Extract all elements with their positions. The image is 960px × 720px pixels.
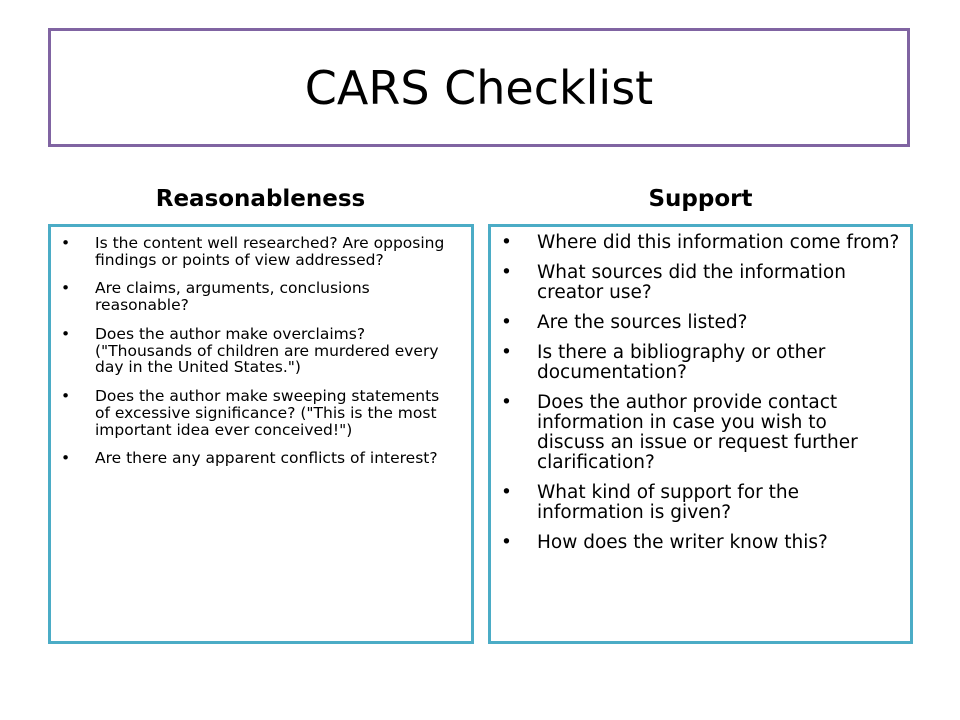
bullet-icon: • [501, 261, 512, 283]
list-item-text: Is there a bibliography or other documentation? [537, 341, 826, 383]
list-item [501, 533, 900, 553]
bullet-icon: • [61, 234, 71, 252]
bullet-icon: • [501, 481, 512, 503]
reasonableness-list [51, 227, 471, 467]
bullet-icon: • [501, 232, 512, 253]
bullet-icon: • [61, 324, 71, 343]
list-item [61, 280, 457, 313]
list-item-text: Are there any apparent conflicts of interest? [95, 449, 438, 468]
list-item [61, 388, 457, 438]
list-item [501, 483, 900, 523]
list-item [501, 263, 900, 303]
support-list [491, 227, 910, 553]
bullet-icon: • [501, 531, 512, 553]
slide-title: CARS Checklist [304, 60, 654, 115]
reasonableness-list-box [48, 224, 474, 644]
title-box [48, 28, 910, 147]
list-item [501, 233, 900, 253]
support-list-box [488, 224, 913, 644]
list-item-text: Are claims, arguments, conclusions reasonable? [95, 279, 370, 315]
list-item [61, 326, 457, 376]
list-item [501, 313, 900, 333]
bullet-icon: • [61, 279, 71, 298]
list-item [61, 450, 457, 467]
reasonableness-heading: Reasonableness [155, 186, 366, 212]
bullet-icon: • [501, 311, 512, 333]
list-item-text: How does the writer know this? [537, 531, 828, 553]
list-item-text: Does the author make sweeping statements of excessive significance? ("This is the most important idea ever conceived!") [95, 387, 440, 439]
list-item-text: Does the author make overclaims? ("Thousands of children are murdered every day in the United States.") [95, 324, 439, 377]
list-item [61, 235, 457, 268]
bullet-icon: • [501, 391, 512, 413]
bullet-icon: • [501, 341, 512, 363]
list-item-text: Is the content well researched? Are opposing findings or points of view addressed? [95, 234, 445, 269]
list-item [501, 393, 900, 473]
list-item-text: Are the sources listed? [537, 311, 748, 333]
bullet-icon: • [61, 387, 71, 406]
list-item-text: What kind of support for the information is given? [537, 481, 799, 523]
list-item-text: What sources did the information creator use? [537, 261, 846, 303]
list-item-text: Where did this information come from? [537, 232, 900, 253]
list-item-text: Does the author provide contact information in case you wish to discuss an issue or request further clarification? [537, 391, 858, 473]
support-heading: Support [648, 186, 753, 212]
bullet-icon: • [61, 449, 71, 468]
list-item [501, 343, 900, 383]
